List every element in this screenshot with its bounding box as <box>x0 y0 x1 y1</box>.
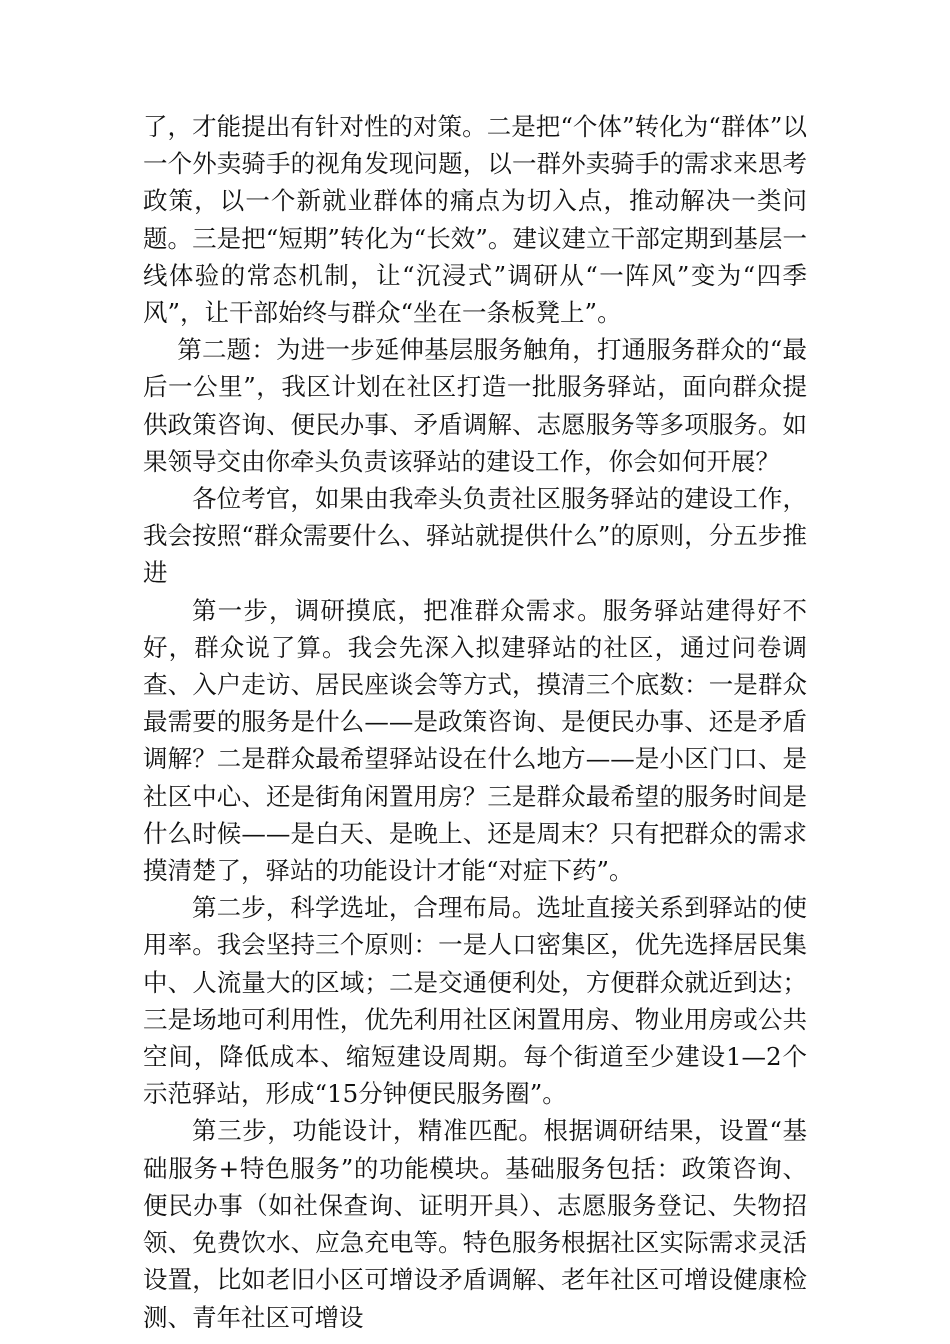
paragraph-step-one: 第一步，调研摸底，把准群众需求。服务驿站建得好不好，群众说了算。我会先深入拟建驿站的社区，通过问卷调查、入户走访、居民座谈会等方式，摸清三个底数：一是群众最需要的服务是什么——是政策咨询、是便民办事、还是矛盾调解？二是群众最希望驿站设在什么地方——是小区门口、是社区中心、还是街角闲置用房？三是群众最希望的服务时间是什么时候——是白天、是晚上、还是周末？只有把群众的需求摸清楚了，驿站的功能设计才能“对症下药”。 <box>143 595 807 886</box>
document-body <box>143 108 807 1336</box>
paragraph-question-two: 第二题：为进一步延伸基层服务触角，打通服务群众的“最后一公里”，我区计划在社区打造一批服务驿站，面向群众提供政策咨询、便民办事、矛盾调解、志愿服务等多项服务。如果领导交由你牵头负责该驿站的建设工作，你会如何开展？ <box>143 335 807 476</box>
paragraph-step-two: 第二步，科学选址，合理布局。选址直接关系到驿站的使用率。我会坚持三个原则：一是人口密集区，优先选择居民集中、人流量大的区域；二是交通便利处，方便群众就近到达；三是场地可利用性，优先利用社区闲置用房、物业用房或公共空间，降低成本、缩短建设周期。每个街道至少建设1—2个示范驿站，形成“15分钟便民服务圈”。 <box>143 893 807 1109</box>
paragraph-answer-intro: 各位考官，如果由我牵头负责社区服务驿站的建设工作，我会按照“群众需要什么、驿站就提供什么”的原则，分五步推进 <box>143 484 807 588</box>
paragraph-continuation: 了，才能提出有针对性的对策。二是把“个体”转化为“群体”以一个外卖骑手的视角发现问题，以一群外卖骑手的需求来思考政策，以一个新就业群体的痛点为切入点，推动解决一类问题。三是把“短期”转化为“长效”。建议建立干部定期到基层一线体验的常态机制，让“沉浸式”调研从“一阵风”变为“四季风”，让干部始终与群众“坐在一条板凳上”。 <box>143 112 807 328</box>
paragraph-step-three: 第三步，功能设计，精准匹配。根据调研结果，设置“基础服务+特色服务”的功能模块。基础服务包括：政策咨询、便民办事（如社保查询、证明开具）、志愿服务登记、失物招领、免费饮水、应急充电等。特色服务根据社区实际需求灵活设置，比如老旧小区可增设矛盾调解、老年社区可增设健康检测、青年社区可增设 <box>143 1116 807 1332</box>
